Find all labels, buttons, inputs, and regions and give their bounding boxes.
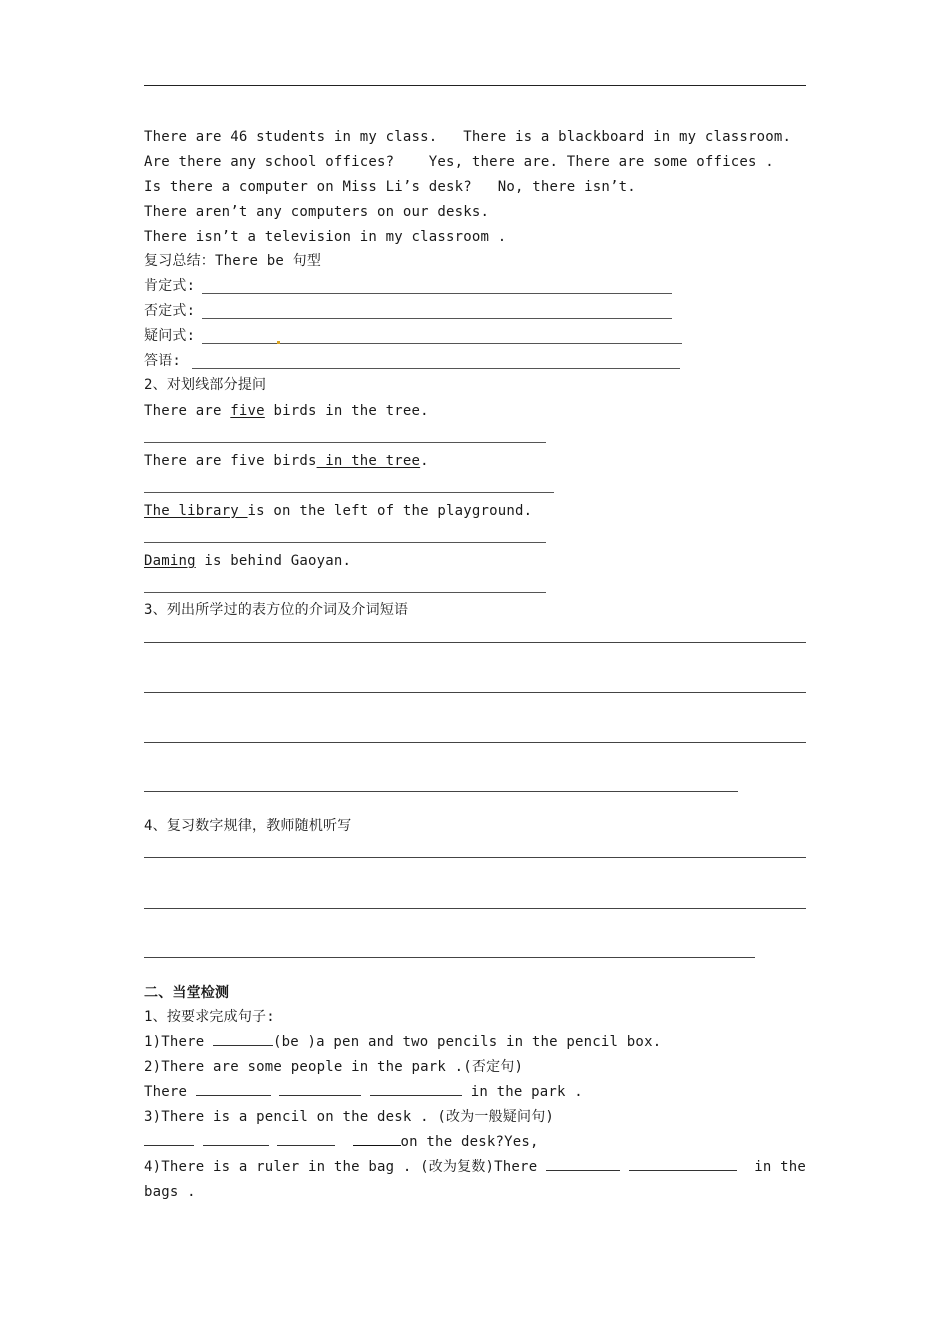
section4-line-3[interactable]	[144, 957, 755, 958]
e2-blank-1[interactable]	[196, 1083, 271, 1096]
intro-line-4: There aren’t any computers on our desks.	[144, 204, 490, 220]
section3-line-2[interactable]	[144, 692, 806, 693]
e4-blank-2[interactable]	[629, 1158, 737, 1171]
q1-text-pre: There are	[144, 403, 231, 419]
highlight-dot	[277, 341, 280, 344]
section3-line-1[interactable]	[144, 642, 806, 643]
e2-blank-3[interactable]	[370, 1083, 462, 1096]
section3-title: 3、列出所学过的表方位的介词及介词短语	[144, 602, 409, 618]
exercise-1	[144, 1032, 661, 1052]
question-blank[interactable]	[202, 343, 682, 344]
q3-answer-blank[interactable]	[144, 542, 546, 543]
q1-text-post: birds in the tree.	[264, 403, 429, 419]
section4-line-1[interactable]	[144, 857, 806, 858]
e3-blank-1[interactable]	[144, 1133, 194, 1146]
e4-text-b: in the	[754, 1159, 806, 1175]
exercise-4-continued: bags .	[144, 1184, 196, 1200]
e3-blank-3[interactable]	[277, 1133, 335, 1146]
q2-text-pre: There are five birds	[144, 453, 317, 469]
q1-answer-blank[interactable]	[144, 442, 546, 443]
q2-underlined: in the tree	[316, 453, 421, 469]
negative-label: 否定式:	[144, 303, 196, 319]
question-label: 疑问式:	[144, 328, 196, 344]
section3-line-4[interactable]	[144, 791, 738, 792]
exercise-3-answer	[144, 1132, 539, 1152]
q2-text-post: .	[420, 453, 429, 469]
part2-subheading: 1、按要求完成句子:	[144, 1009, 275, 1025]
exercise-2: 2)There are some people in the park .(否定句)	[144, 1059, 524, 1075]
section4-line-2[interactable]	[144, 908, 806, 909]
q3-text-post: is on the left of the playground.	[247, 503, 533, 519]
answer-label: 答语:	[144, 353, 190, 369]
section4-title: 4、复习数字规律，教师随机听写	[144, 818, 352, 834]
e3-answer-suffix: on the desk?Yes,	[400, 1134, 539, 1150]
e2-blank-2[interactable]	[279, 1083, 361, 1096]
q4-underlined: Daming	[144, 553, 196, 569]
e3-blank-2[interactable]	[203, 1133, 269, 1146]
q4-text-post: is behind Gaoyan.	[195, 553, 352, 569]
question-2	[144, 451, 429, 471]
intro-line-3: Is there a computer on Miss Li’s desk? No, there isn’t.	[144, 179, 636, 195]
summary-title: 复习总结：There be 句型	[144, 253, 322, 269]
answer-blank[interactable]	[192, 368, 680, 369]
e4-blank-1[interactable]	[546, 1158, 620, 1171]
affirmative-blank[interactable]	[202, 293, 672, 294]
exercise-3: 3)There is a pencil on the desk . (改为一般疑问句)	[144, 1109, 555, 1125]
affirmative-label: 肯定式:	[144, 278, 196, 294]
question-3	[144, 501, 532, 521]
e2-answer-prefix: There	[144, 1084, 196, 1100]
e1-text-a: 1)There	[144, 1034, 214, 1050]
section2-title: 2、对划线部分提问	[144, 377, 267, 393]
exercise-2-answer	[144, 1082, 583, 1102]
q3-underlined: The library	[144, 503, 248, 519]
q4-answer-blank[interactable]	[144, 592, 546, 593]
section3-line-3[interactable]	[144, 742, 806, 743]
e3-blank-4[interactable]	[353, 1133, 401, 1146]
e4-text-a: 4)There is a ruler in the bag . (改为复数)There	[144, 1159, 546, 1175]
question-4	[144, 551, 351, 571]
e1-blank[interactable]	[213, 1033, 273, 1046]
negative-blank[interactable]	[202, 318, 672, 319]
q2-answer-blank[interactable]	[144, 492, 554, 493]
question-1	[144, 401, 429, 421]
exercise-4	[144, 1157, 806, 1177]
q1-underlined: five	[230, 403, 265, 419]
header-rule	[144, 85, 806, 86]
intro-line-1: There are 46 students in my class. There is a blackboard in my classroom.	[144, 129, 792, 145]
e1-text-b: (be )a pen and two pencils in the pencil box.	[273, 1034, 662, 1050]
part2-heading: 二、当堂检测	[144, 985, 230, 1001]
intro-line-5: There isn’t a television in my classroom .	[144, 229, 507, 245]
e2-answer-suffix: in the park .	[462, 1084, 583, 1100]
intro-line-2: Are there any school offices? Yes, there are. There are some offices .	[144, 154, 774, 170]
